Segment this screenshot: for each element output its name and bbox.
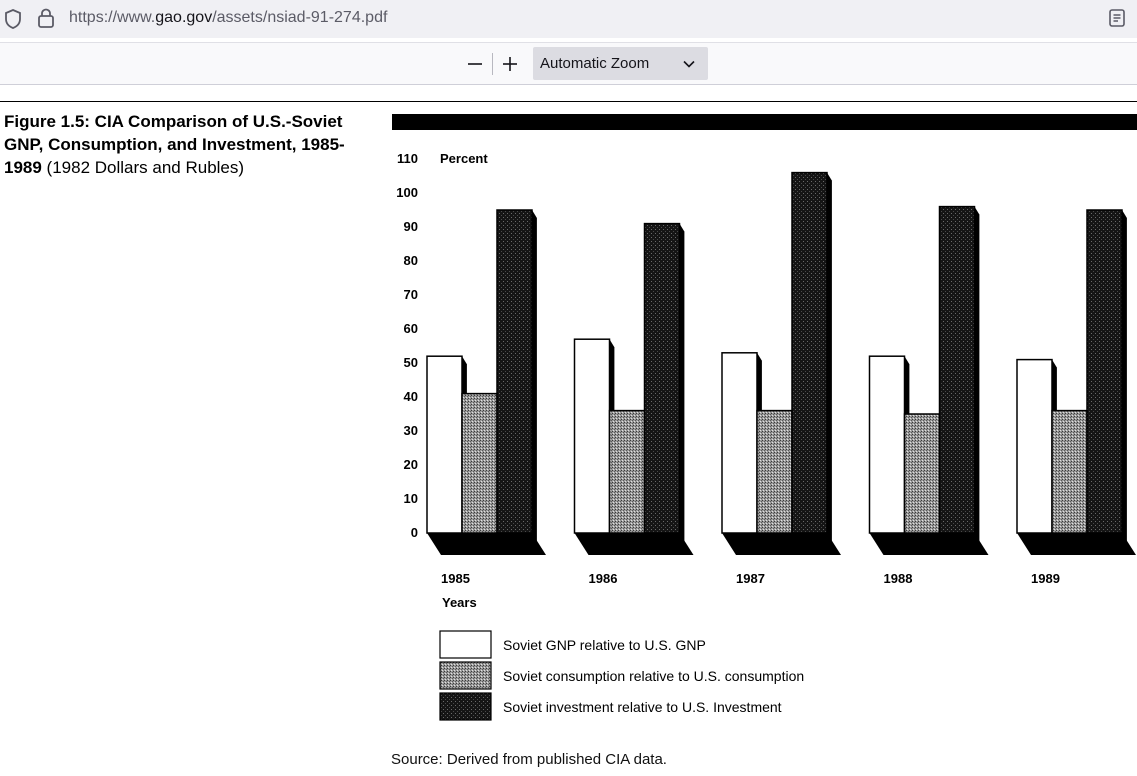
x-tick-label: 1989	[1031, 571, 1060, 586]
legend-label: Soviet consumption relative to U.S. consumption	[503, 668, 805, 684]
lock-icon[interactable]	[37, 8, 55, 28]
bar	[905, 414, 940, 533]
figure-source: Source: Derived from published CIA data.	[391, 751, 667, 768]
figure-caption-units: (1982 Dollars and Rubles)	[41, 158, 245, 177]
x-tick-label: 1987	[736, 571, 765, 586]
x-axis-label: Years	[442, 595, 477, 610]
x-tick-label: 1988	[883, 571, 913, 586]
y-tick-label: 10	[403, 491, 418, 506]
bar	[427, 356, 462, 533]
legend-label: Soviet investment relative to U.S. Investment	[503, 699, 782, 715]
y-tick-label: 70	[403, 287, 418, 302]
y-tick-label: 40	[403, 389, 418, 404]
zoom-in-icon[interactable]	[497, 51, 523, 77]
bar	[575, 339, 610, 533]
bar-chart	[390, 140, 1137, 735]
legend-swatch	[440, 631, 491, 658]
bar	[757, 411, 792, 533]
url-prefix: https://www.	[69, 9, 156, 26]
y-tick-label: 100	[396, 185, 418, 200]
chart-header-bar	[392, 114, 1137, 130]
bar	[645, 224, 680, 533]
bars-group	[427, 173, 1136, 555]
address-bar	[0, 0, 1137, 38]
y-tick-label: 60	[403, 321, 418, 336]
y-tick-label: 90	[403, 219, 418, 234]
x-tick-label: 1986	[588, 571, 618, 586]
bar	[1087, 210, 1122, 533]
bar	[610, 411, 645, 533]
y-tick-label: 110	[397, 151, 418, 166]
url-text[interactable]	[69, 9, 387, 27]
chevron-down-icon	[682, 57, 696, 71]
bar	[1017, 360, 1052, 533]
figure-caption	[4, 110, 374, 179]
bar	[722, 353, 757, 533]
bar-group-base	[722, 533, 841, 555]
reader-view-icon[interactable]	[1107, 8, 1127, 28]
zoom-select-label: Automatic Zoom	[540, 55, 650, 72]
legend-label: Soviet GNP relative to U.S. GNP	[503, 637, 706, 653]
y-tick-label: 50	[403, 355, 418, 370]
y-tick-label: 0	[410, 525, 418, 540]
y-axis	[396, 151, 418, 540]
figure-caption-title: Figure 1.5: CIA Comparison of U.S.-Soviet GNP, Consumption, and Investment, 1985-1989	[4, 112, 345, 177]
bar	[497, 210, 532, 533]
y-tick-label: 20	[403, 457, 418, 472]
legend	[440, 631, 804, 720]
bar	[940, 207, 975, 533]
bar	[792, 173, 827, 533]
pdf-toolbar	[0, 42, 1137, 85]
zoom-select[interactable]	[533, 47, 708, 80]
zoom-out-icon[interactable]	[462, 51, 488, 77]
shield-icon[interactable]	[4, 9, 22, 29]
toolbar-separator	[492, 53, 493, 75]
y-tick-label: 30	[403, 423, 418, 438]
page-rule	[0, 101, 1137, 102]
bar-group-base	[575, 533, 694, 555]
bar	[870, 356, 905, 533]
url-host: gao.gov	[155, 9, 213, 26]
y-tick-label: 80	[403, 253, 418, 268]
bar	[462, 394, 497, 533]
bar-group-base	[870, 533, 989, 555]
x-axis	[441, 571, 1060, 586]
bar-group-base	[1017, 533, 1136, 555]
y-axis-label: Percent	[440, 151, 488, 166]
x-tick-label: 1985	[441, 571, 470, 586]
legend-swatch	[440, 693, 491, 720]
bar-group-base	[427, 533, 546, 555]
legend-swatch	[440, 662, 491, 689]
bar	[1052, 411, 1087, 533]
url-path: /assets/nsiad-91-274.pdf	[212, 9, 388, 26]
